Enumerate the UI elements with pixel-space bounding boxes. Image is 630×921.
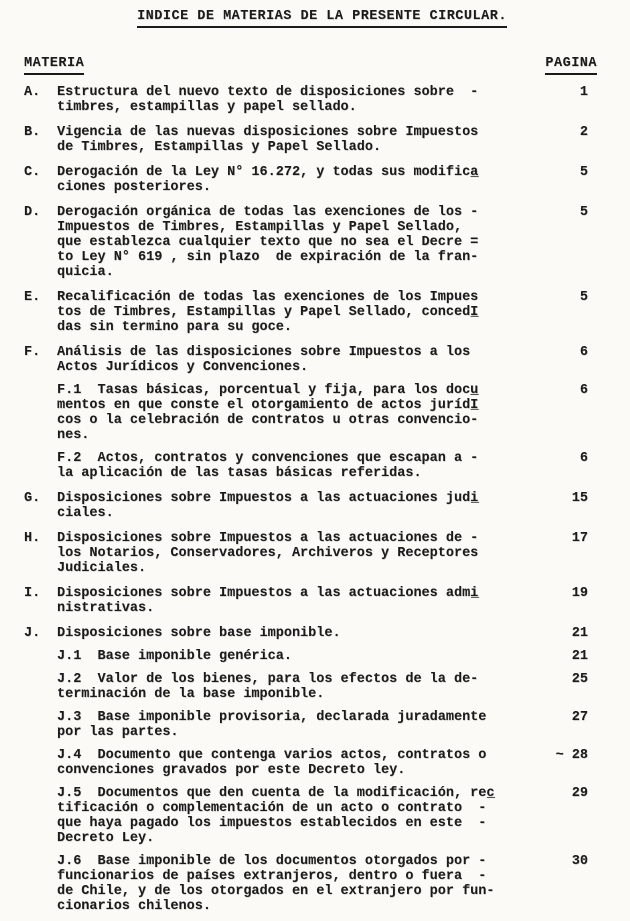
toc-entry-text-line: tos de Timbres, Estampillas y Papel Sellado, concedI̲	[57, 305, 479, 320]
toc-entry-text	[57, 531, 544, 576]
toc-entry-text	[57, 672, 544, 702]
toc-entry-text-line: convenciones gravados por este Decreto ley.	[57, 763, 406, 778]
toc-entry-page-number: 19	[571, 586, 588, 601]
toc-entry-page-number: 25	[571, 672, 588, 687]
toc-entry-page-number: 5	[579, 290, 588, 305]
toc-entry-text	[57, 854, 544, 914]
toc-entry-text-line: ciales.	[57, 506, 114, 521]
toc-entry-letter: H.	[24, 531, 41, 546]
toc-entry-page-number: 21	[571, 649, 588, 664]
toc-entry-page-number: 17	[571, 531, 588, 546]
toc-entry-letter: D.	[24, 205, 41, 220]
toc-entry-text-line: F.1 Tasas básicas, porcentual y fija, para los docu̲	[57, 383, 479, 398]
toc-entry	[0, 854, 630, 914]
toc-entry-page-number: 1	[579, 85, 588, 100]
toc-entry-text-line: Actos Jurídicos y Convenciones.	[57, 360, 309, 375]
toc-entry-text-line: Derogación orgánica de todas las exenciones de los -	[57, 205, 479, 220]
toc-entry-text-line: J.4 Documento que contenga varios actos, contratos o	[57, 748, 487, 763]
toc-entry-text-line: Disposiciones sobre base imponible.	[57, 626, 341, 641]
toc-entry-text-line: quicia.	[57, 265, 114, 280]
toc-entry	[0, 125, 630, 155]
toc-entry-text-line: J.3 Base imponible provisoria, declarada juradamente	[57, 710, 487, 725]
toc-entry	[0, 491, 630, 521]
toc-entry	[0, 451, 630, 481]
toc-entry-text-line: los Notarios, Conservadores, Archiveros y Receptores	[57, 546, 479, 561]
toc-entry-page-number: 6	[579, 451, 588, 466]
toc-entry-text-line: tificación o complementación de un acto o contrato -	[57, 801, 487, 816]
toc-entry	[0, 345, 630, 375]
toc-entry	[0, 290, 630, 335]
title-row	[14, 8, 630, 28]
toc-entry-text-line: Análisis de las disposiciones sobre Impuestos a los	[57, 345, 471, 360]
toc-entry-text-line: J.6 Base imponible de los documentos otorgados por -	[57, 854, 487, 869]
toc-entry-page-number: 15	[571, 491, 588, 506]
toc-entry-page-number: 5	[579, 205, 588, 220]
toc-entry-letter: I.	[24, 586, 41, 601]
toc-entry-letter: B.	[24, 125, 41, 140]
toc-entry-text-line: nes.	[57, 428, 90, 443]
toc-entry	[0, 710, 630, 740]
toc-entry-text	[57, 649, 544, 664]
toc-entry-text-line: Disposiciones sobre Impuestos a las actuaciones admi̲	[57, 586, 479, 601]
toc-entry	[0, 649, 630, 664]
toc-entry	[0, 672, 630, 702]
toc-entry-text-line: Derogación de la Ley N° 16.272, y todas sus modifica̲	[57, 165, 479, 180]
toc-entry-text	[57, 383, 544, 443]
toc-entry	[0, 626, 630, 641]
toc-entry-page-number: 6	[579, 383, 588, 398]
toc-entry-text-line: ciones posteriores.	[57, 180, 211, 195]
toc-entry-page-number: 5	[579, 165, 588, 180]
toc-entry-text-line: Impuestos de Timbres, Estampillas y Papel Sellado,	[57, 220, 463, 235]
toc-entry	[0, 165, 630, 195]
toc-entry-text	[57, 85, 544, 115]
page-title: INDICE DE MATERIAS DE LA PRESENTE CIRCULAR.	[137, 8, 507, 28]
column-header-materia: MATERIA	[24, 55, 84, 75]
toc-entry-text	[57, 451, 544, 481]
toc-entry-text	[57, 626, 544, 641]
toc-entry-text-line: por las partes.	[57, 725, 179, 740]
toc-entry-text-line: que haya pagado los impuestos establecidos en este -	[57, 816, 487, 831]
toc-entry-text-line: Disposiciones sobre Impuestos a las actuaciones de -	[57, 531, 479, 546]
toc-entry	[0, 748, 630, 778]
toc-entry-text-line: J.1 Base imponible genérica.	[57, 649, 292, 664]
toc-entry-text-line: timbres, estampillas y papel sellado.	[57, 100, 357, 115]
toc-entry-text-line: funcionarios de países extranjeros, dentro o fuera -	[57, 869, 487, 884]
toc-entry-page-number: 30	[571, 854, 588, 869]
toc-entry-letter: A.	[24, 85, 41, 100]
toc-entry-text	[57, 748, 544, 778]
toc-entry-text-line: cionarios chilenos.	[57, 899, 211, 914]
toc-entry-page-number: ~ 28	[555, 748, 588, 763]
toc-entry-text	[57, 586, 544, 616]
toc-entry	[0, 85, 630, 115]
toc-entry-text-line: Vigencia de las nuevas disposiciones sobre Impuestos	[57, 125, 479, 140]
toc-entry-letter: J.	[24, 626, 41, 641]
toc-entry-letter: E.	[24, 290, 41, 305]
toc-entry-text-line: terminación de la base imponible.	[57, 687, 325, 702]
toc-entry-text-line: mentos en que conste el otorgamiento de actos jurídI̲	[57, 398, 479, 413]
toc-entry	[0, 586, 630, 616]
toc-entry-text-line: de Timbres, Estampillas y Papel Sellado.	[57, 140, 382, 155]
toc-entry-letter: C.	[24, 165, 41, 180]
toc-entry-text-line: J.2 Valor de los bienes, para los efectos de la de-	[57, 672, 479, 687]
toc-entry-text-line: F.2 Actos, contratos y convenciones que escapan a -	[57, 451, 479, 466]
toc-entry-text-line: que establezca cualquier texto que no sea el Decre =	[57, 235, 479, 250]
toc-entry-page-number: 21	[571, 626, 588, 641]
toc-entry-text	[57, 205, 544, 280]
toc-list	[0, 85, 630, 914]
toc-entry-text-line: das sin termino para su goce.	[57, 320, 292, 335]
toc-entry-text	[57, 786, 544, 846]
toc-entry-text-line: J.5 Documentos que den cuenta de la modificación, rec̲	[57, 786, 495, 801]
toc-entry	[0, 205, 630, 280]
toc-entry-text	[57, 125, 544, 155]
toc-entry-page-number: 29	[571, 786, 588, 801]
toc-entry-page-number: 27	[571, 710, 588, 725]
toc-entry-text	[57, 290, 544, 335]
toc-entry-text-line: la aplicación de las tasas básicas referidas.	[57, 466, 422, 481]
toc-entry	[0, 786, 630, 846]
toc-entry-letter: G.	[24, 491, 41, 506]
toc-entry-text-line: Estructura del nuevo texto de disposiciones sobre -	[57, 85, 479, 100]
toc-entry-text-line: cos o la celebración de contratos u otras convencio-	[57, 413, 479, 428]
toc-entry-page-number: 2	[579, 125, 588, 140]
toc-entry-text	[57, 710, 544, 740]
toc-entry-text-line: Disposiciones sobre Impuestos a las actuaciones judi̲	[57, 491, 479, 506]
toc-entry-text	[57, 165, 544, 195]
toc-entry-text	[57, 491, 544, 521]
toc-entry-text-line: Judiciales.	[57, 561, 147, 576]
toc-entry-text-line: nistrativas.	[57, 601, 155, 616]
toc-entry-text-line: de Chile, y de los otorgados en el extranjero por fun-	[57, 884, 495, 899]
toc-entry-page-number: 6	[579, 345, 588, 360]
toc-entry	[0, 383, 630, 443]
toc-entry-text-line: Recalificación de todas las exenciones de los Impues	[57, 290, 479, 305]
toc-entry-letter: F.	[24, 345, 41, 360]
column-headers	[0, 55, 630, 75]
toc-entry-text-line: to Ley N° 619 , sin plazo de expiración de la fran-	[57, 250, 479, 265]
toc-entry-text	[57, 345, 544, 375]
toc-entry	[0, 531, 630, 576]
toc-entry-text-line: Decreto Ley.	[57, 831, 155, 846]
column-header-pagina: PAGINA	[545, 55, 597, 75]
